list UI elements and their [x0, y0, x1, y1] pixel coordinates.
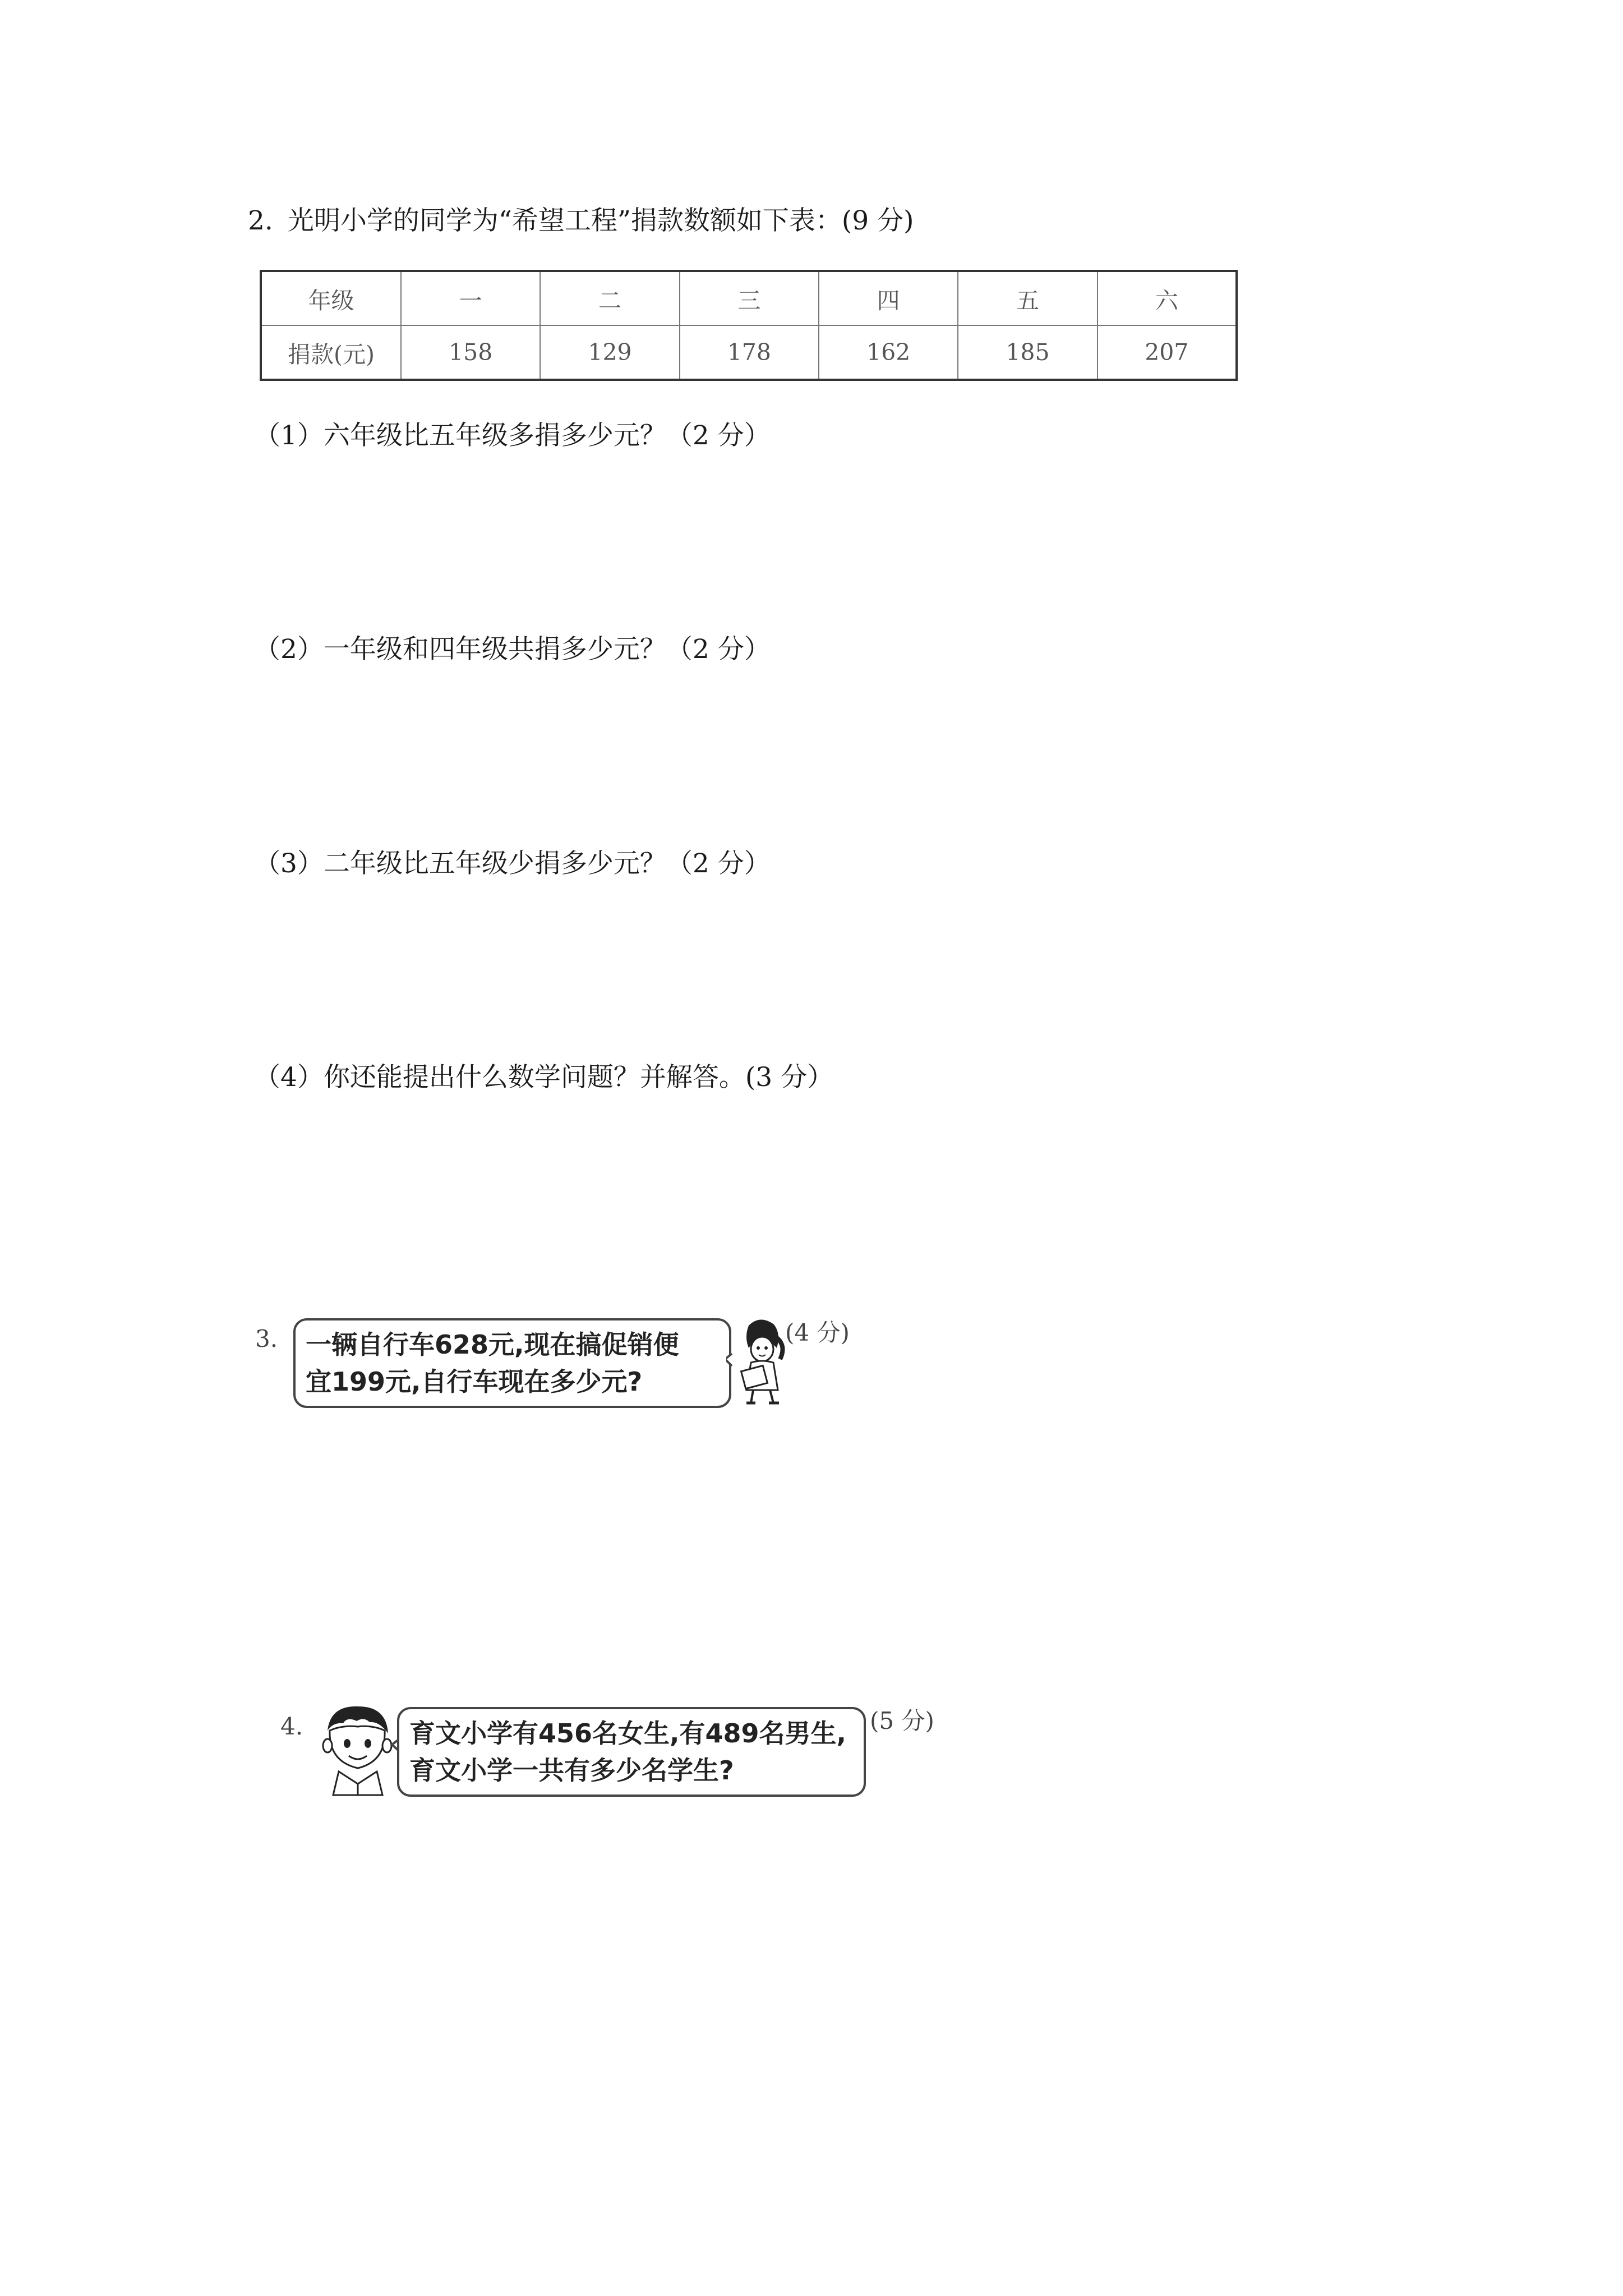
question-4-points: (5 分): [870, 1707, 934, 1734]
table-header-grade: 年级: [261, 271, 401, 325]
question-2-text: 光明小学的同学为“希望工程”捐款数额如下表：(9 分): [287, 205, 914, 236]
question-2-title: [248, 205, 914, 236]
question-3-speech-bubble: [293, 1318, 731, 1408]
question-4-bubble-line-2: 育文小学一共有多少名学生?: [409, 1755, 734, 1786]
table-cell-amount: 129: [540, 325, 679, 380]
boy-face-illustration-icon: [316, 1700, 400, 1798]
table-cell-amount: 162: [819, 325, 958, 380]
table-cell-amount: 185: [958, 325, 1097, 380]
table-header-amount: 捐款(元): [261, 325, 401, 380]
question-4-bubble-line-1: 育文小学有456名女生,有489名男生,: [409, 1718, 846, 1749]
table-row-amounts: [261, 325, 1237, 380]
question-3-number: 3.: [255, 1325, 278, 1352]
table-cell-grade: 一: [401, 271, 540, 325]
table-cell-grade: 五: [958, 271, 1097, 325]
table-cell-grade: 六: [1098, 271, 1237, 325]
girl-reading-illustration-icon: [726, 1314, 794, 1407]
subquestion-3: （3）二年级比五年级少捐多少元？（2 分）: [254, 848, 771, 879]
subquestion-1: （1）六年级比五年级多捐多少元？（2 分）: [254, 420, 771, 451]
subquestion-4: （4）你还能提出什么数学问题？并解答。(3 分）: [254, 1062, 834, 1093]
question-4-number: 4.: [280, 1713, 303, 1740]
table-row-grades: [261, 271, 1237, 325]
question-3-points: (4 分): [785, 1319, 850, 1346]
table-cell-grade: 四: [819, 271, 958, 325]
table-cell-grade: 二: [540, 271, 679, 325]
table-cell-grade: 三: [680, 271, 819, 325]
question-2-number: 2.: [248, 205, 273, 236]
question-3-bubble-line-2: 宜199元,自行车现在多少元?: [306, 1366, 643, 1397]
table-cell-amount: 158: [401, 325, 540, 380]
question-4-speech-bubble: [397, 1707, 866, 1797]
question-3-bubble-line-1: 一辆自行车628元,现在搞促销便: [306, 1329, 679, 1360]
table-cell-amount: 207: [1098, 325, 1237, 380]
subquestion-2: （2）一年级和四年级共捐多少元？（2 分）: [254, 634, 771, 665]
table-cell-amount: 178: [680, 325, 819, 380]
donation-table: [260, 270, 1238, 381]
